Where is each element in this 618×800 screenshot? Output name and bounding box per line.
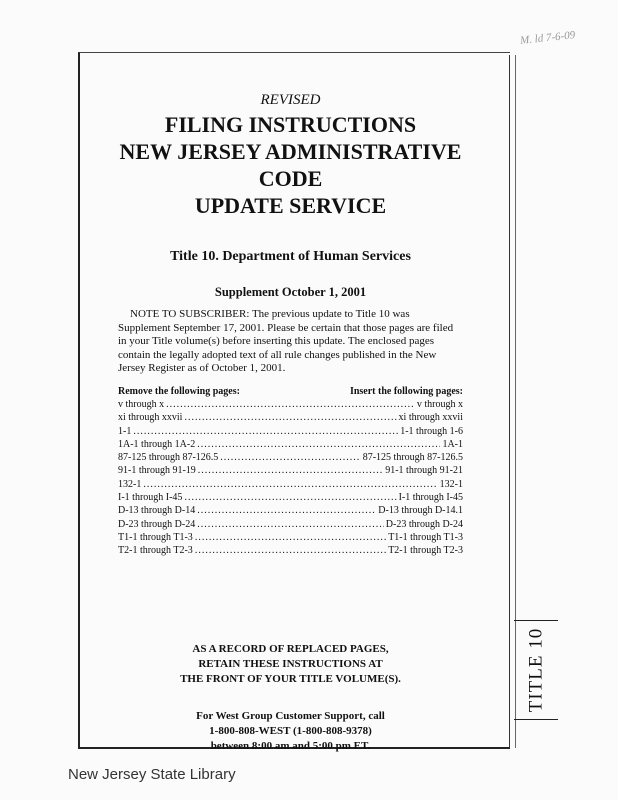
insert-column-header: Insert the following pages: [349, 385, 463, 397]
note-line: Jersey Register as of October 1, 2001. [118, 362, 286, 375]
note-line: in your Title volume(s) before inserting this update. The enclosed pages [118, 335, 434, 348]
title-tab-label: TITLE 10 [525, 627, 547, 713]
page-row [118, 491, 463, 504]
insert-pages: xi through xxvii [398, 412, 463, 424]
support-line: 1-800-808-WEST (1-800-808-9378) [209, 724, 372, 737]
scan-annotation: M. ld 7-6-09 [519, 29, 576, 47]
remove-pages: 1A-1 through 1A-2 [118, 438, 196, 450]
dot-leader [195, 531, 386, 544]
dot-leader [220, 451, 360, 464]
insert-pages: 1-1 through 1-6 [400, 425, 463, 437]
remove-pages: 1-1 [118, 425, 132, 437]
remove-pages: 87-125 through 87-126.5 [118, 452, 219, 464]
insert-pages: I-1 through I-45 [398, 492, 463, 504]
page-title [118, 111, 463, 219]
page-row [118, 544, 463, 557]
insert-pages: v through x [416, 398, 463, 410]
retain-line: THE FRONT OF YOUR TITLE VOLUME(S). [180, 672, 401, 685]
support-line: between 8:00 am and 5:00 pm ET. [210, 739, 371, 752]
dot-leader [184, 491, 396, 504]
subscriber-note [118, 308, 463, 376]
remove-pages: T2-1 through T2-3 [118, 545, 193, 557]
customer-support [118, 709, 463, 754]
remove-column-header: Remove the following pages: [118, 385, 240, 397]
title-line: UPDATE SERVICE [194, 193, 387, 218]
insert-pages: D-13 through D-14.1 [378, 505, 463, 517]
filing-instructions [118, 92, 463, 754]
remove-pages: 132-1 [118, 478, 142, 490]
remove-pages: v through x [118, 398, 165, 410]
page-row [118, 411, 463, 424]
note-line: NOTE TO SUBSCRIBER: The previous update to Title 10 was [130, 308, 410, 320]
tab-divider-left [509, 55, 510, 748]
library-stamp: New Jersey State Library [68, 766, 236, 783]
retain-notice [118, 642, 463, 687]
revised-label: REVISED [260, 92, 321, 108]
dot-leader [197, 438, 440, 451]
dot-leader [133, 425, 398, 438]
insert-pages: 87-125 through 87-126.5 [362, 452, 463, 464]
title-subtitle: Title 10. Department of Human Services [170, 249, 411, 264]
retain-line: RETAIN THESE INSTRUCTIONS AT [198, 657, 383, 670]
page-row [118, 531, 463, 544]
dot-leader [197, 504, 376, 517]
page-columns-header [118, 386, 463, 397]
dot-leader [184, 411, 396, 424]
page-row [118, 425, 463, 438]
remove-pages: D-13 through D-14 [118, 505, 196, 517]
page-row [118, 478, 463, 491]
remove-pages: xi through xxvii [118, 412, 183, 424]
insert-pages: 132-1 [439, 478, 463, 490]
insert-pages: D-23 through D-24 [385, 518, 463, 530]
remove-pages: T1-1 through T1-3 [118, 531, 193, 543]
dot-leader [197, 518, 384, 531]
title-tab [514, 620, 558, 720]
note-line: Supplement September 17, 2001. Please be certain that those pages are filed [118, 321, 454, 334]
page-row [118, 438, 463, 451]
dot-leader [166, 398, 415, 411]
page-list [118, 398, 463, 558]
remove-pages: D-23 through D-24 [118, 518, 196, 530]
remove-pages: 91-1 through 91-19 [118, 465, 196, 477]
page-row [118, 451, 463, 464]
page-row [118, 504, 463, 517]
page-row [118, 518, 463, 531]
title-line: FILING INSTRUCTIONS [164, 112, 417, 137]
supplement-date: Supplement October 1, 2001 [214, 285, 367, 299]
insert-pages: 1A-1 [442, 438, 463, 450]
retain-line: AS A RECORD OF REPLACED PAGES, [192, 642, 389, 655]
dot-leader [198, 464, 383, 477]
dot-leader [143, 478, 437, 491]
note-line: contain the legally adopted text of all rule changes published in the New [118, 348, 437, 361]
support-line: For West Group Customer Support, call [196, 709, 385, 722]
page-row [118, 398, 463, 411]
dot-leader [195, 544, 386, 557]
insert-pages: T1-1 through T1-3 [388, 531, 463, 543]
title-line: NEW JERSEY ADMINISTRATIVE CODE [119, 139, 462, 191]
insert-pages: T2-1 through T2-3 [388, 545, 463, 557]
page-row [118, 464, 463, 477]
insert-pages: 91-1 through 91-21 [385, 465, 463, 477]
remove-pages: I-1 through I-45 [118, 492, 183, 504]
